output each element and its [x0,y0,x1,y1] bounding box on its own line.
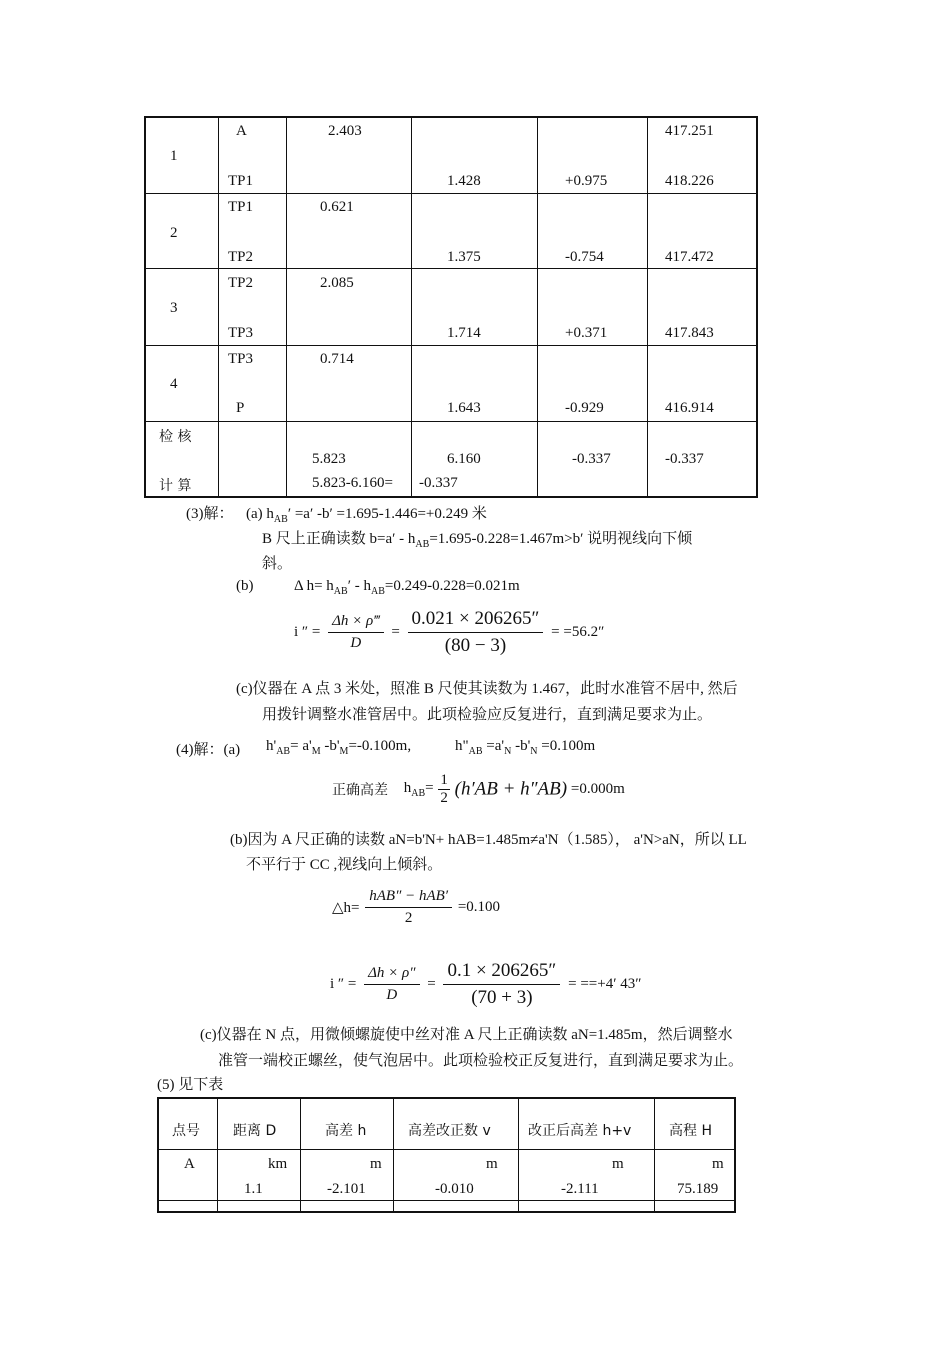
point-name: TP3 [228,351,254,367]
unit-m: m [712,1156,724,1172]
solution-4-label: (4)解：(a) [176,742,241,758]
correct-height-formula: 正确高差 $h_{AB}=$ $\frac{1}{2}$ (h′AB + h″AB) =0.000m [332,772,625,806]
check-result: -0.337 [419,475,458,491]
solution-3c-line2: 用拨针调整水准管居中。此项检验应反复进行，直到满足要求为止。 [262,707,713,723]
height-difference: -0.754 [565,249,604,265]
solution-3-formula: i ″ = $\frac{\Delta h \times \rho‴}{D}$ = $\frac{0.021 \times 206265''}{(80 - 3)}$ = =56.2″ [294,608,605,656]
solution-4a-h1: $h'_{AB}= a'_M$ $-b'_M=-0.100m$, [266,738,412,757]
station-number: 1 [170,148,178,164]
solution-3-b-line1: B 尺上正确读数 $b=a' - h_{AB}=1.695-0.228=1.467m>b'$ 说明视线向下倾 [262,531,693,550]
point-name: TP3 [228,325,254,341]
elevation-difference: -0.337 [665,451,704,467]
height-difference: +0.975 [565,173,608,189]
elevation: 417.843 [665,325,714,341]
header-point: 点号 [172,1123,200,1139]
sum-height-difference: -0.337 [572,451,611,467]
solution-3a: (a) $h_{AB}' =a'$ -b′ =1.695-1.446=+0.249 米 [246,506,487,525]
elevation-value: 75.189 [677,1181,719,1197]
solution-3c-line1: (c)仪器在 A 点 3 米处，照准 B 尺使其读数为 1.467，此时水准管不居中, 然后 [236,681,738,697]
corrected-difference-value: -2.111 [561,1181,599,1197]
foresight-reading: 1.375 [447,249,481,265]
unit-m: m [486,1156,498,1172]
point-name: TP1 [228,173,254,189]
solution-3-label: (3)解： [186,506,234,522]
unit-m: m [370,1156,382,1172]
solution-5-label: (5) 见下表 [157,1077,224,1093]
foresight-reading: 1.714 [447,325,481,341]
solution-4c-line2: 准管一端校正螺丝，使气泡居中。此项检验校正反复进行，直到满足要求为止。 [218,1053,744,1069]
header-elevation: 高程 H [669,1123,712,1139]
solution-4-formula: i ″ = $\frac{\Delta h \times \rho''}{D}$ = $\frac{0.1 \times 206265''}{(70 + 3)}$ = ==+4′ 43″ [330,960,642,1008]
solution-3b-label: (b) [236,578,254,594]
height-difference-value: -2.101 [327,1181,366,1197]
header-distance: 距离 D [233,1123,277,1139]
elevation: 417.251 [665,123,714,139]
solution-3-b-line2: 斜。 [262,556,293,572]
height-difference: +0.371 [565,325,608,341]
point-name: A [236,123,247,139]
calc-label: 计 算 [159,478,192,494]
solution-3b-dh: Δ $h= h_{AB}' - h_{AB}=0.249-0.228=0.021m$ [294,578,520,597]
backsight-reading: 2.085 [320,275,354,291]
elevation: 416.914 [665,400,714,416]
backsight-reading: 2.403 [328,123,362,139]
header-corrected-difference: 改正后高差 h+v [528,1123,632,1139]
height-difference: -0.929 [565,400,604,416]
header-correction: 高差改正数 v [408,1123,491,1139]
correction-value: -0.010 [435,1181,474,1197]
solution-4a-h2: $h"_{AB} =a'_N$ $-b'_N =0.100m$ [455,738,596,757]
station-number: 2 [170,225,178,241]
elevation: 418.226 [665,173,714,189]
point-name: TP2 [228,249,254,265]
check-label: 检 核 [159,429,192,445]
backsight-reading: 0.714 [320,351,354,367]
solution-4c-line1: (c)仪器在 N 点，用微倾螺旋使中丝对准 A 尺上正确读数 aN=1.485m，然后调整水 [200,1027,733,1043]
station-number: 3 [170,300,178,316]
distance-value: 1.1 [244,1181,263,1197]
check-calculation: 5.823-6.160= [312,475,393,491]
foresight-reading: 1.428 [447,173,481,189]
point-name: P [236,400,245,416]
foresight-reading: 1.643 [447,400,481,416]
unit-m: m [612,1156,624,1172]
unit-km: km [268,1156,288,1172]
point-name: TP1 [228,199,254,215]
backsight-reading: 0.621 [320,199,354,215]
sum-backsight: 5.823 [312,451,346,467]
solution-4b-line1: (b)因为 A 尺正确的读数 aN=b'N+ hAB=1.485m≠a'N（1.585）， a'N>aN，所以 LL [230,832,747,848]
point-name: TP2 [228,275,254,291]
point-name: A [184,1156,195,1172]
elevation: 417.472 [665,249,714,265]
sum-foresight: 6.160 [447,451,481,467]
station-number: 4 [170,376,178,392]
dh-formula: △h= $\frac{\text{hAB″ − hAB′}}{2}$ =0.100 [332,888,501,926]
header-height-difference: 高差 h [325,1123,367,1139]
solution-4b-line2: 不平行于 CC ,视线向上倾斜。 [246,857,443,873]
